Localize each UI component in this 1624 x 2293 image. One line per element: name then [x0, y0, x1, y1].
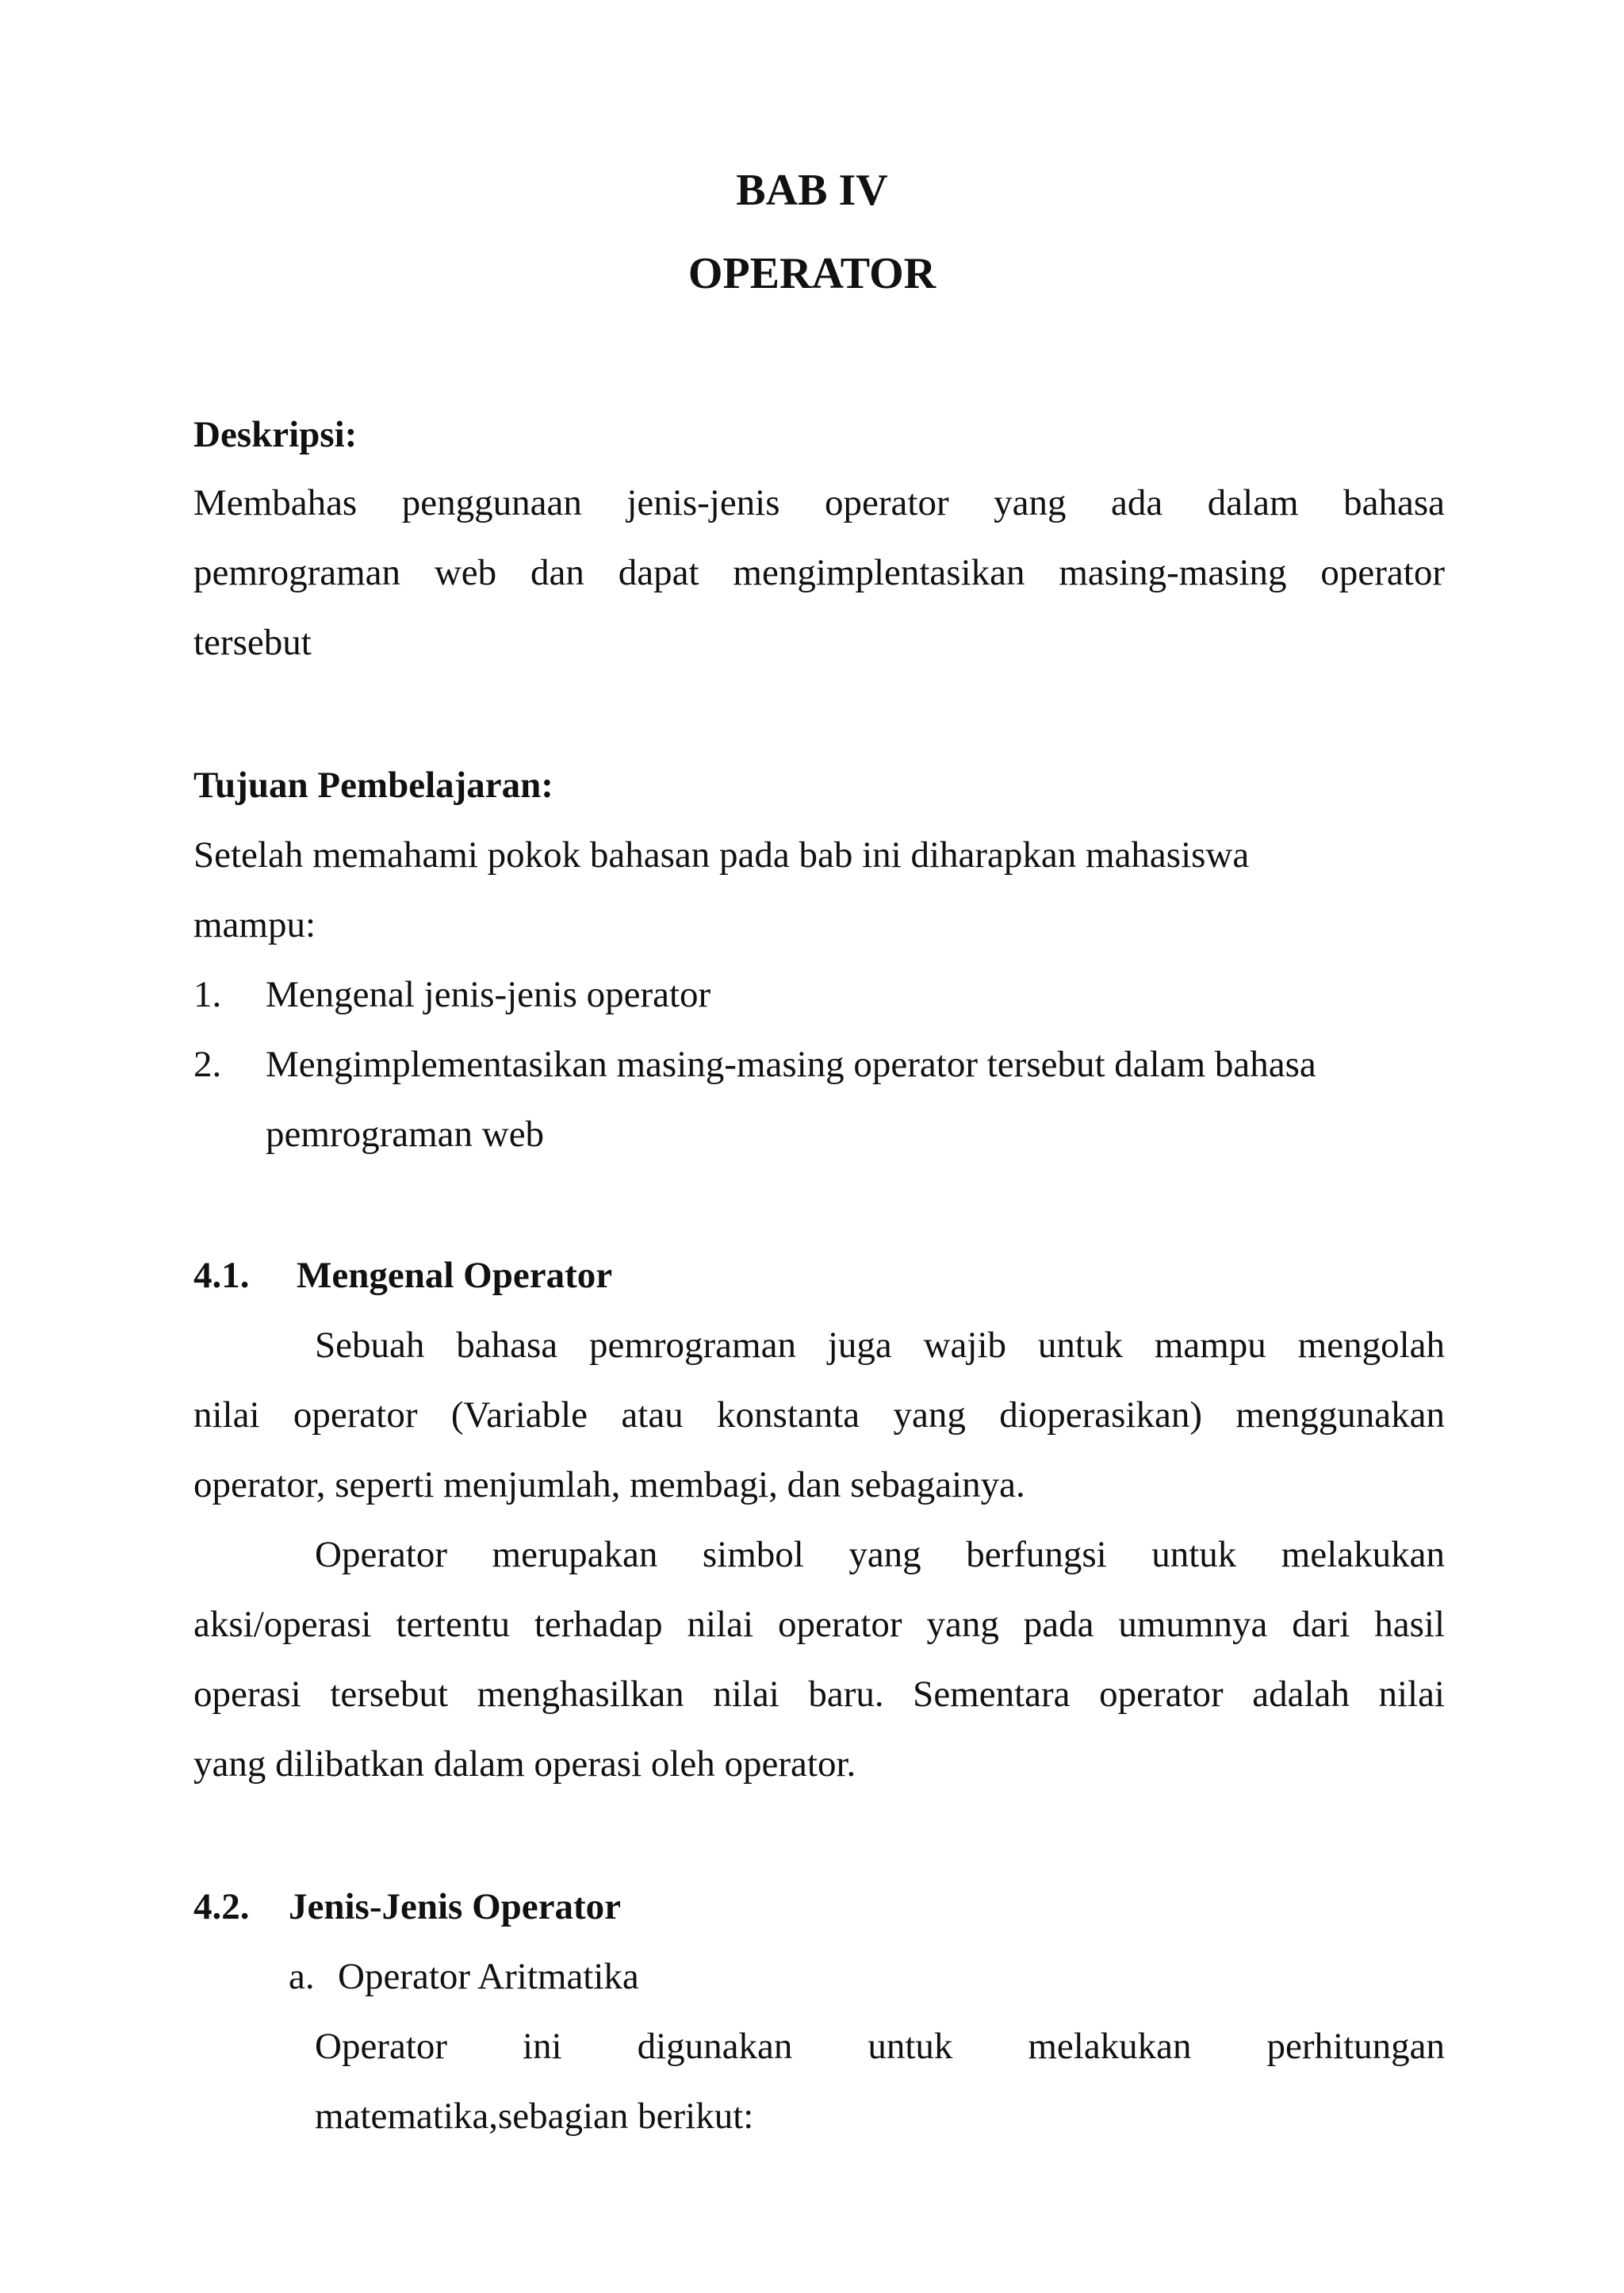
- paragraph-line: matematika,sebagian berikut:: [315, 2096, 754, 2137]
- chapter-title: OPERATOR: [688, 249, 936, 298]
- deskripsi-line: Membahas penggunaan jenis-jenis operator yang ada dalam bahasa: [193, 482, 1445, 523]
- paragraph-line: operasi tersebut menghasilkan nilai baru. Sementara operator adalah nilai: [193, 1674, 1445, 1715]
- deskripsi-heading: Deskripsi:: [193, 414, 358, 455]
- paragraph-line: Sebuah bahasa pemrograman juga wajib untuk mampu mengolah: [315, 1325, 1445, 1366]
- tujuan-intro-line: Setelah memahami pokok bahasan pada bab ini diharapkan mahasiswa: [193, 834, 1250, 876]
- list-item: Mengenal jenis-jenis operator: [266, 974, 711, 1015]
- list-item-number: 1.: [193, 974, 222, 1015]
- tujuan-intro-line: mampu:: [193, 904, 316, 945]
- list-item-continuation: pemrograman web: [266, 1114, 545, 1155]
- paragraph-line: Operator ini digunakan untuk melakukan perhitungan: [315, 2026, 1445, 2067]
- section-4-1-title: Mengenal Operator: [297, 1255, 613, 1296]
- paragraph-line: Operator merupakan simbol yang berfungsi untuk melakukan: [315, 1534, 1445, 1575]
- subsection-a-title: Operator Aritmatika: [338, 1956, 639, 1997]
- section-4-2-title: Jenis-Jenis Operator: [289, 1886, 622, 1927]
- subsection-a-label: a.: [289, 1956, 315, 1997]
- deskripsi-line: tersebut: [193, 622, 312, 663]
- tujuan-heading: Tujuan Pembelajaran:: [193, 765, 553, 806]
- paragraph-line: aksi/operasi tertentu terhadap nilai operator yang pada umumnya dari hasil: [193, 1604, 1445, 1645]
- deskripsi-line: pemrograman web dan dapat mengimplentasikan masing-masing operator: [193, 552, 1445, 593]
- paragraph-line: yang dilibatkan dalam operasi oleh operator.: [193, 1743, 856, 1785]
- chapter-label: BAB IV: [736, 166, 888, 215]
- list-item: Mengimplementasikan masing-masing operator tersebut dalam bahasa: [266, 1044, 1316, 1085]
- section-4-2-number: 4.2.: [193, 1886, 250, 1927]
- list-item-number: 2.: [193, 1044, 222, 1085]
- section-4-1-number: 4.1.: [193, 1255, 250, 1296]
- paragraph-line: nilai operator (Variable atau konstanta yang dioperasikan) menggunakan: [193, 1394, 1445, 1436]
- paragraph-line: operator, seperti menjumlah, membagi, dan sebagainya.: [193, 1464, 1025, 1505]
